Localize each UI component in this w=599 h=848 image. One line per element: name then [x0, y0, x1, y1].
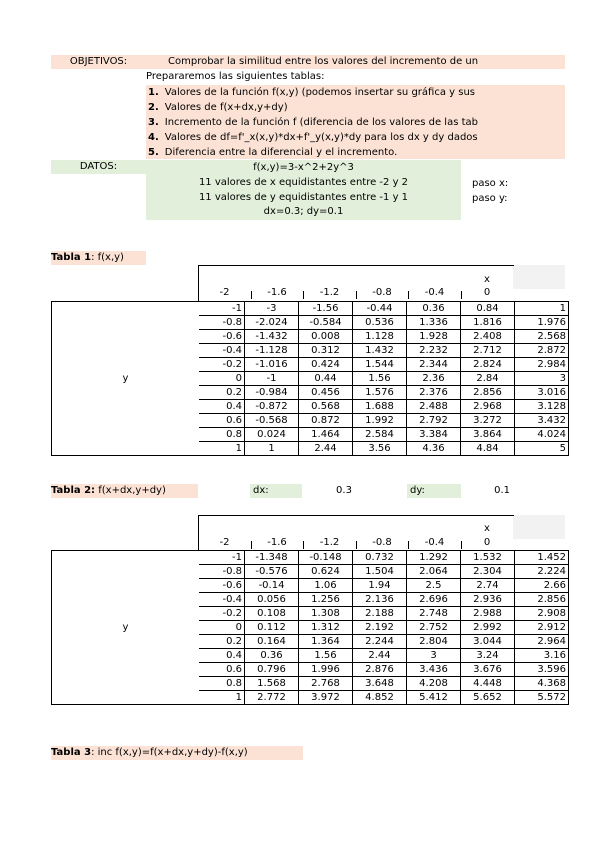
tabla2-col-header: 0: [483, 537, 491, 548]
table-cell: 4.852: [353, 691, 407, 705]
table-cell: 1.56: [299, 649, 353, 663]
tabla2-col-header: -1.2: [319, 537, 340, 548]
table-cell: -0.584: [299, 316, 353, 330]
table-cell: 2.804: [407, 635, 461, 649]
table-cell: 2.964: [515, 635, 569, 649]
table-cell: 2.984: [515, 358, 569, 372]
row-header: -0.8: [199, 565, 245, 579]
table-cell: 1.544: [353, 358, 407, 372]
tabla1-title-bold: Tabla 1: [51, 252, 92, 263]
table-cell: 2.36: [407, 372, 461, 386]
table-cell: 0.312: [299, 344, 353, 358]
table-cell: 0.36: [245, 649, 299, 663]
datos-line-4: dx=0.3; dy=0.1: [263, 206, 344, 217]
table-cell: 2.792: [407, 414, 461, 428]
tabla2-title: [51, 484, 198, 498]
dx-label-text: dx:: [253, 485, 269, 496]
table-cell: 3.676: [461, 663, 515, 677]
table-cell: 0.056: [245, 593, 299, 607]
table-cell: 2.376: [407, 386, 461, 400]
table-cell: 1.06: [299, 579, 353, 593]
objetivo-item-num: 3.: [148, 117, 159, 128]
tabla2-dx-label: [250, 484, 302, 498]
table-cell: 1.576: [353, 386, 407, 400]
objetivo-item-num: 4.: [148, 132, 159, 143]
row-header: -0.6: [199, 330, 245, 344]
table-cell: 2.772: [245, 691, 299, 705]
table-cell: -2.024: [245, 316, 299, 330]
objetivo-item-1: [148, 86, 565, 100]
table-cell: 3: [515, 372, 569, 386]
table-cell: 0.44: [299, 372, 353, 386]
table-cell: 2.244: [353, 635, 407, 649]
table-cell: 2.584: [353, 428, 407, 442]
table-cell: 3.432: [515, 414, 569, 428]
table-cell: 1.432: [353, 344, 407, 358]
objetivo-item-text: Diferencia entre la diferencial y el incremento.: [164, 147, 398, 158]
table-cell: -0.872: [245, 400, 299, 414]
row-header: -0.6: [199, 579, 245, 593]
table-cell: 5: [515, 442, 569, 456]
table-cell: 1: [515, 302, 569, 316]
table-cell: -0.14: [245, 579, 299, 593]
tabla1-title-rest: : f(x,y): [91, 252, 124, 263]
table-cell: -1: [245, 372, 299, 386]
table-cell: -1.432: [245, 330, 299, 344]
table-cell: -0.984: [245, 386, 299, 400]
tabla2-x-label: x: [484, 523, 490, 534]
table-cell: 3.272: [461, 414, 515, 428]
table-cell: 0.112: [245, 621, 299, 635]
tabla1-col-header: -1.2: [319, 287, 340, 298]
table-cell: 2.44: [353, 649, 407, 663]
row-header: 1: [199, 442, 245, 456]
datos-label: DATOS:: [51, 160, 146, 174]
dy-label-text: dy:: [410, 485, 425, 496]
table-cell: 1.464: [299, 428, 353, 442]
table-cell: 5.652: [461, 691, 515, 705]
tabla1-col-header: -2: [219, 287, 230, 298]
table-cell: 0.024: [245, 428, 299, 442]
row-header: 0.8: [199, 428, 245, 442]
tabla2-dy-value: 0.1: [494, 485, 510, 496]
tabla2-col-header: -2: [219, 537, 230, 548]
table-cell: 3.596: [515, 663, 569, 677]
table-cell: 2.74: [461, 579, 515, 593]
table-cell: 4.208: [407, 677, 461, 691]
table-cell: 1: [245, 442, 299, 456]
table-cell: -1.348: [245, 551, 299, 565]
table-cell: 4.448: [461, 677, 515, 691]
objetivos-label: OBJETIVOS:: [51, 55, 146, 69]
tabla1-grid: [51, 301, 569, 456]
row-header: -0.2: [199, 358, 245, 372]
table-cell: 1.256: [299, 593, 353, 607]
table-cell: 1.992: [353, 414, 407, 428]
table-cell: 3.436: [407, 663, 461, 677]
table-cell: 2.768: [299, 677, 353, 691]
row-header: -1: [199, 551, 245, 565]
tabla1-col-header: -0.8: [372, 287, 392, 298]
table-cell: 2.304: [461, 565, 515, 579]
table-cell: 2.992: [461, 621, 515, 635]
table-cell: 3.972: [299, 691, 353, 705]
table-cell: 3.016: [515, 386, 569, 400]
objetivos-intro: [146, 55, 565, 69]
table-cell: 2.232: [407, 344, 461, 358]
table-cell: 2.856: [461, 386, 515, 400]
row-header: 0.8: [199, 677, 245, 691]
row-header: 0.6: [199, 663, 245, 677]
table-cell: 2.5: [407, 579, 461, 593]
table-cell: 1.292: [407, 551, 461, 565]
tabla1-col-header: -1.6: [267, 287, 287, 298]
datos-line-3: 11 valores de y equidistantes entre -1 y 1: [198, 192, 409, 203]
tabla3-title-bold: Tabla 3: [51, 747, 92, 758]
table-cell: -0.576: [245, 565, 299, 579]
table-cell: 2.188: [353, 607, 407, 621]
tabla1-x-label: x: [484, 274, 490, 285]
header-separator: [461, 541, 462, 549]
table-cell: 1.452: [515, 551, 569, 565]
table-cell: 4.36: [407, 442, 461, 456]
table-cell: 3.16: [515, 649, 569, 663]
table-cell: 3.864: [461, 428, 515, 442]
row-header: 0.6: [199, 414, 245, 428]
table-cell: -0.568: [245, 414, 299, 428]
table-cell: 3.128: [515, 400, 569, 414]
row-header: -0.4: [199, 344, 245, 358]
table-cell: 1.364: [299, 635, 353, 649]
tabla3-title-rest: : inc f(x,y)=f(x+dx,y+dy)-f(x,y): [91, 747, 248, 758]
table-cell: 1.816: [461, 316, 515, 330]
row-header: 0.2: [199, 635, 245, 649]
tabla2-col-header: -1.6: [267, 537, 287, 548]
row-header: 0: [199, 621, 245, 635]
objetivo-item-2: [148, 101, 565, 115]
table-cell: 0.568: [299, 400, 353, 414]
table-cell: 4.024: [515, 428, 569, 442]
table-cell: -1.016: [245, 358, 299, 372]
table-cell: 1.128: [353, 330, 407, 344]
header-separator: [461, 291, 462, 299]
tabla2-grid: [51, 550, 569, 705]
table-cell: 2.988: [461, 607, 515, 621]
table-cell: 0.624: [299, 565, 353, 579]
table-cell: 2.936: [461, 593, 515, 607]
table-cell: 1.976: [515, 316, 569, 330]
row-header: -0.2: [199, 607, 245, 621]
table-cell: 1.312: [299, 621, 353, 635]
header-separator: [303, 291, 304, 299]
table-cell: 0.36: [407, 302, 461, 316]
table-cell: 2.408: [461, 330, 515, 344]
tabla2-dy-label: [407, 484, 461, 498]
table-cell: 2.908: [515, 607, 569, 621]
header-separator: [251, 541, 252, 549]
table-cell: 2.856: [515, 593, 569, 607]
header-separator: [408, 541, 409, 549]
header-separator: [251, 291, 252, 299]
table-cell: 2.752: [407, 621, 461, 635]
tabla2-y-label: y: [52, 551, 200, 705]
table-cell: 0.424: [299, 358, 353, 372]
table-cell: 1.996: [299, 663, 353, 677]
table-cell: 0.108: [245, 607, 299, 621]
table-cell: 2.696: [407, 593, 461, 607]
table-cell: 2.748: [407, 607, 461, 621]
objetivo-item-5: [148, 146, 565, 160]
tabla1-col-header: 0: [483, 287, 491, 298]
table-cell: 0.732: [353, 551, 407, 565]
datos-line-2: 11 valores de x equidistantes entre -2 y 2: [198, 177, 409, 188]
table-cell: 1.568: [245, 677, 299, 691]
table-cell: 3.648: [353, 677, 407, 691]
table-cell: 1.308: [299, 607, 353, 621]
table-row: [52, 551, 569, 565]
table-cell: 4.368: [515, 677, 569, 691]
objetivo-item-text: Incremento de la función f (diferencia de los valores de las tab: [164, 117, 478, 128]
objetivos-intro-text: Comprobar la similitud entre los valores del incremento de un: [168, 56, 479, 67]
row-header: 1: [199, 691, 245, 705]
datos-line-1: f(x,y)=3-x^2+2y^3: [253, 162, 354, 173]
row-header: -0.4: [199, 593, 245, 607]
table-cell: 2.488: [407, 400, 461, 414]
table-cell: 0.796: [245, 663, 299, 677]
table-cell: 0.456: [299, 386, 353, 400]
header-separator: [408, 291, 409, 299]
table-cell: 0.536: [353, 316, 407, 330]
tabla2-title-bold: Tabla 2:: [51, 485, 96, 496]
table-cell: 0.008: [299, 330, 353, 344]
tabla2-dx-value: 0.3: [336, 485, 352, 496]
table-cell: -0.148: [299, 551, 353, 565]
tabla1-col-header: -0.4: [424, 287, 445, 298]
table-cell: 0.84: [461, 302, 515, 316]
table-cell: 2.44: [299, 442, 353, 456]
table-cell: 2.912: [515, 621, 569, 635]
paso-x-label: paso x:: [472, 178, 509, 189]
table-cell: -3: [245, 302, 299, 316]
objetivo-item-4: [148, 131, 565, 145]
table-cell: 2.872: [515, 344, 569, 358]
table-cell: 2.876: [353, 663, 407, 677]
objetivo-item-num: 5.: [148, 147, 159, 158]
table-cell: 1.928: [407, 330, 461, 344]
table-cell: 2.824: [461, 358, 515, 372]
table-cell: 5.412: [407, 691, 461, 705]
table-cell: -1.56: [299, 302, 353, 316]
table-cell: 2.224: [515, 565, 569, 579]
objetivos-prep: Prepararemos las siguientes tablas:: [146, 71, 325, 82]
header-separator: [356, 541, 357, 549]
table-cell: 5.572: [515, 691, 569, 705]
table-cell: 2.344: [407, 358, 461, 372]
table-cell: 2.136: [353, 593, 407, 607]
table-row: [52, 302, 569, 316]
table-cell: 1.336: [407, 316, 461, 330]
table-cell: 1.504: [353, 565, 407, 579]
header-separator: [303, 541, 304, 549]
objetivo-item-num: 1.: [148, 87, 159, 98]
row-header: -1: [199, 302, 245, 316]
row-header: 0.2: [199, 386, 245, 400]
objetivo-item-text: Valores de la función f(x,y) (podemos insertar su gráfica y sus: [164, 87, 475, 98]
table-cell: 1.94: [353, 579, 407, 593]
table-cell: -0.44: [353, 302, 407, 316]
table-cell: 3.24: [461, 649, 515, 663]
row-header: 0.4: [199, 649, 245, 663]
table-cell: 1.532: [461, 551, 515, 565]
table-cell: -1.128: [245, 344, 299, 358]
table-cell: 3.044: [461, 635, 515, 649]
table-cell: 2.968: [461, 400, 515, 414]
tabla2-col-header: -0.8: [372, 537, 392, 548]
paso-y-label: paso y:: [472, 193, 508, 204]
objetivo-item-3: [148, 116, 565, 130]
table-cell: 2.064: [407, 565, 461, 579]
table-cell: 2.84: [461, 372, 515, 386]
header-separator: [356, 291, 357, 299]
table-cell: 2.712: [461, 344, 515, 358]
table-cell: 0.872: [299, 414, 353, 428]
tabla1-title: [51, 251, 146, 265]
table-cell: 2.66: [515, 579, 569, 593]
table-cell: 4.84: [461, 442, 515, 456]
table-cell: 3.384: [407, 428, 461, 442]
tabla2-col-header: -0.4: [424, 537, 445, 548]
objetivo-item-text: Valores de df=f'_x(x,y)*dx+f'_y(x,y)*dy para los dx y dy dados: [164, 132, 478, 143]
objetivo-item-num: 2.: [148, 102, 159, 113]
table-cell: 3: [407, 649, 461, 663]
table-cell: 3.56: [353, 442, 407, 456]
table-cell: 0.164: [245, 635, 299, 649]
tabla1-y-label: y: [52, 302, 200, 456]
table-cell: 1.688: [353, 400, 407, 414]
row-header: -0.8: [199, 316, 245, 330]
tabla3-title: [51, 746, 303, 760]
row-header: 0.4: [199, 400, 245, 414]
objetivo-item-text: Valores de f(x+dx,y+dy): [164, 102, 288, 113]
table-cell: 2.568: [515, 330, 569, 344]
row-header: 0: [199, 372, 245, 386]
tabla2-title-rest: f(x+dx,y+dy): [95, 485, 166, 496]
table-cell: 2.192: [353, 621, 407, 635]
table-cell: 1.56: [353, 372, 407, 386]
